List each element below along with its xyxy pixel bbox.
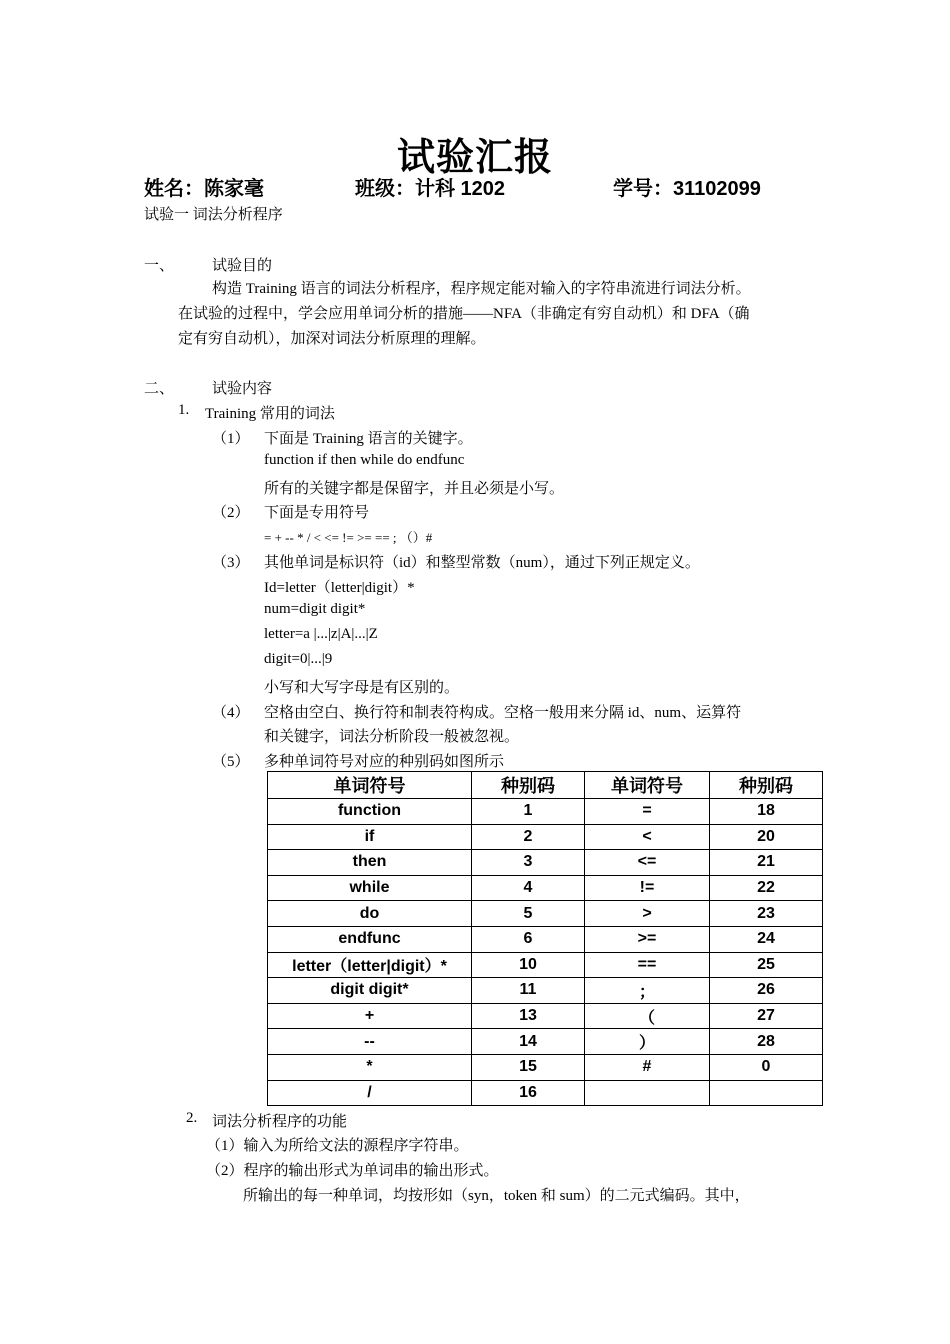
table-cell: == <box>585 952 710 978</box>
table-cell: 16 <box>472 1080 585 1106</box>
table-row <box>268 850 823 876</box>
table-cell: 26 <box>710 978 823 1004</box>
item-line: 其他单词是标识符（id）和整型常数（num），通过下列正规定义。 <box>264 555 700 571</box>
table-cell: != <box>585 875 710 901</box>
section1-line: 构造 Training 语言的词法分析程序，程序规定能对输入的字符串流进行词法分析。 <box>212 281 751 297</box>
table-cell: > <box>585 901 710 927</box>
experiment-title: 试验一 词法分析程序 <box>144 207 283 223</box>
keyword-list: function if then while do endfunc <box>264 452 465 468</box>
function-line: 所输出的每一种单词，均按形如（syn，token 和 sum）的二元式编码。其中， <box>243 1188 750 1204</box>
table-cell: 1 <box>472 799 585 825</box>
subsection1-number: 1. <box>178 402 190 418</box>
table-cell: if <box>268 824 472 850</box>
table-row <box>268 926 823 952</box>
table-cell: 2 <box>472 824 585 850</box>
table-header: 种别码 <box>472 772 585 799</box>
section2-heading: 试验内容 <box>212 381 273 397</box>
subsection2-heading: 词法分析程序的功能 <box>212 1114 348 1130</box>
table-header: 单词符号 <box>585 772 710 799</box>
table-cell: 27 <box>710 1003 823 1029</box>
table-cell: <= <box>585 850 710 876</box>
table-cell: 18 <box>710 799 823 825</box>
table-cell: ） <box>585 1029 710 1055</box>
student-id: 学号：31102099 <box>613 178 761 200</box>
table-row <box>268 799 823 825</box>
table-row <box>268 1029 823 1055</box>
section1-heading: 试验目的 <box>212 258 273 274</box>
table-cell: while <box>268 875 472 901</box>
function-line: （2）程序的输出形式为单词串的输出形式。 <box>206 1163 499 1179</box>
table-cell: digit digit* <box>268 978 472 1004</box>
section1-number: 一、 <box>144 258 175 274</box>
table-cell: >= <box>585 926 710 952</box>
item-line: 小写和大写字母是有区别的。 <box>264 680 460 696</box>
table-cell: then <box>268 850 472 876</box>
table-cell: 6 <box>472 926 585 952</box>
table-cell: 0 <box>710 1054 823 1080</box>
function-line: （1）输入为所给文法的源程序字符串。 <box>206 1138 469 1154</box>
table-row <box>268 952 823 978</box>
table-row <box>268 978 823 1004</box>
table-row <box>268 901 823 927</box>
subsection2-number: 2. <box>186 1110 198 1126</box>
table-cell: 13 <box>472 1003 585 1029</box>
item-line: 空格由空白、换行符和制表符构成。空格一般用来分隔 id、num、运算符 <box>264 705 742 721</box>
definition-line: letter=a |...|z|A|...|Z <box>264 626 378 642</box>
table-header-row <box>268 772 823 799</box>
item-number: （3） <box>212 555 250 571</box>
table-cell: 21 <box>710 850 823 876</box>
table-cell: -- <box>268 1029 472 1055</box>
table-cell: 10 <box>472 952 585 978</box>
section2-number: 二、 <box>144 381 175 397</box>
item-number: （5） <box>212 754 250 770</box>
table-cell: letter（letter|digit）* <box>268 952 472 978</box>
subsection1-heading: Training 常用的词法 <box>205 406 335 422</box>
table-row <box>268 1054 823 1080</box>
table-cell: = <box>585 799 710 825</box>
student-name: 姓名：陈家毫 <box>144 178 264 200</box>
definition-line: Id=letter（letter|digit）* <box>264 580 415 596</box>
table-cell: < <box>585 824 710 850</box>
table-cell: 28 <box>710 1029 823 1055</box>
definition-line: digit=0|...|9 <box>264 651 333 667</box>
table-cell: 5 <box>472 901 585 927</box>
table-cell: # <box>585 1054 710 1080</box>
table-cell: do <box>268 901 472 927</box>
section1-line: 在试验的过程中，学会应用单词分析的措施——NFA（非确定有穷自动机）和 DFA（确 <box>178 306 750 322</box>
item-number: （1） <box>212 431 250 447</box>
table-cell: 24 <box>710 926 823 952</box>
table-row <box>268 1080 823 1106</box>
table-cell: * <box>268 1054 472 1080</box>
table-cell: 11 <box>472 978 585 1004</box>
item-line: 和关键字，词法分析阶段一般被忽视。 <box>264 729 520 745</box>
table-cell: 23 <box>710 901 823 927</box>
section1-line: 定有穷自动机），加深对词法分析原理的理解。 <box>178 331 486 347</box>
item-line: 多种单词符号对应的种别码如图所示 <box>264 754 505 770</box>
table-cell: 14 <box>472 1029 585 1055</box>
table-cell: / <box>268 1080 472 1106</box>
table-cell <box>710 1080 823 1106</box>
item-number: （4） <box>212 705 250 721</box>
table-row <box>268 1003 823 1029</box>
table-row <box>268 824 823 850</box>
symbol-list: = + -- * / < <= != >= == ; （）# <box>264 530 433 545</box>
table-cell: endfunc <box>268 926 472 952</box>
table-header: 种别码 <box>710 772 823 799</box>
table-cell: + <box>268 1003 472 1029</box>
table-cell: 22 <box>710 875 823 901</box>
table-header: 单词符号 <box>268 772 472 799</box>
document-title: 试验汇报 <box>396 137 553 179</box>
table-cell: 25 <box>710 952 823 978</box>
table-cell: 4 <box>472 875 585 901</box>
table-row <box>268 875 823 901</box>
item-line: 所有的关键字都是保留字，并且必须是小写。 <box>264 481 565 497</box>
item-line: 下面是 Training 语言的关键字。 <box>264 431 473 447</box>
item-line: 下面是专用符号 <box>264 505 370 521</box>
definition-line: num=digit digit* <box>264 601 366 617</box>
class-info: 班级：计科 1202 <box>355 178 506 200</box>
item-number: （2） <box>212 505 250 521</box>
table-cell: 3 <box>472 850 585 876</box>
token-code-table <box>267 771 823 1106</box>
table-cell <box>585 1080 710 1106</box>
table-cell: ； <box>585 978 710 1004</box>
table-cell: function <box>268 799 472 825</box>
table-cell: 15 <box>472 1054 585 1080</box>
table-cell: （ <box>585 1003 710 1029</box>
table-cell: 20 <box>710 824 823 850</box>
